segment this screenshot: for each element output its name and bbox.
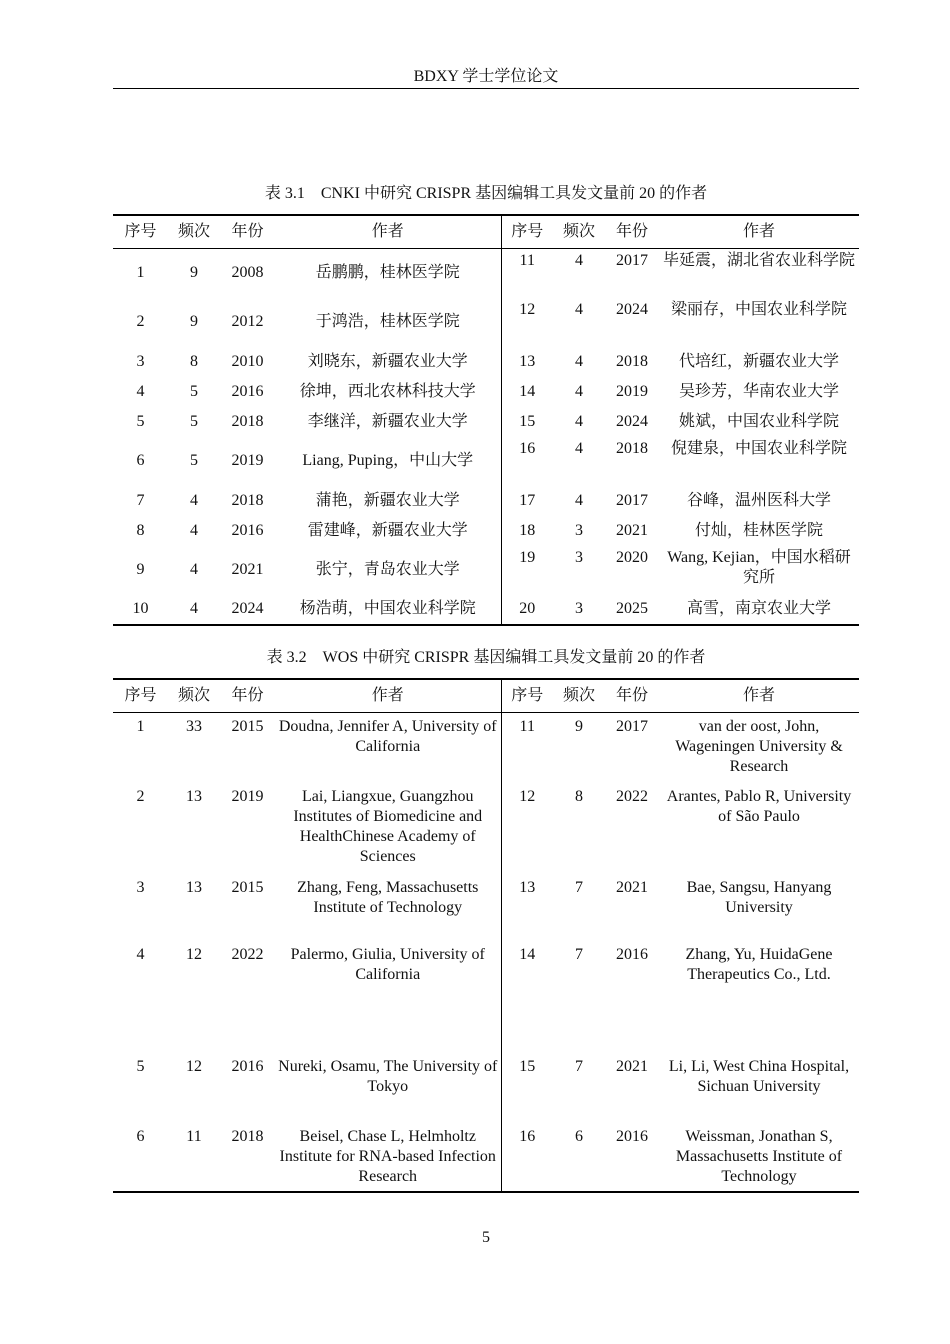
table-1-cell-index: 2 <box>136 313 145 330</box>
table-1-cell-index: 11 <box>519 252 535 269</box>
table-2-row <box>113 783 859 874</box>
table-2-header-cell: 频次 <box>168 679 220 713</box>
table-1-cell-frequency: 5 <box>190 452 198 469</box>
table-1-header-cell: 序号 <box>113 215 168 249</box>
table-1-cell-year: 2018 <box>231 491 264 509</box>
table-2-cell-index: 13 <box>519 878 536 896</box>
table-1-cell-frequency: 4 <box>190 600 198 617</box>
table-1-cell-author: 吴珍芳，华南农业大学 <box>678 382 839 400</box>
table-2-cell-frequency: 33 <box>186 718 202 735</box>
table-2-cell-frequency: 11 <box>186 1127 202 1145</box>
table-1-row <box>113 516 859 546</box>
table-2-cell-year: 2016 <box>616 945 648 963</box>
table-2-cell-frequency: 12 <box>186 1057 202 1075</box>
table-2-caption-title: WOS 中研究 CRISPR 基因编辑工具发文量前 20 的作者 <box>322 649 706 666</box>
table-2-cell-year: 2021 <box>616 1057 648 1075</box>
table-1-header-cell: 频次 <box>553 215 605 249</box>
table-1-cell-index: 15 <box>519 412 536 430</box>
table-2-cell-author: Lai, Liangxue, Guangzhou Institutes of Biomedicine and HealthChinese Academy of Sciences <box>275 783 501 874</box>
table-2-cell-index: 4 <box>136 945 145 963</box>
table-1-cell-author: Liang, Puping，中山大学 <box>275 437 501 486</box>
table-1-cell-year: 2021 <box>231 561 264 578</box>
table-1-cell-year: 2017 <box>616 252 648 269</box>
table-1-cell-index: 4 <box>136 382 145 400</box>
table-1-cell-author: 李继洋，新疆农业大学 <box>275 407 501 437</box>
table-2 <box>113 678 859 1193</box>
table-1-cell-frequency: 5 <box>190 382 198 400</box>
table-2-cell-year: 2015 <box>231 878 264 896</box>
table-1-row <box>113 347 859 377</box>
table-1-cell-frequency: 4 <box>575 252 583 269</box>
page-number: 5 <box>482 1229 490 1246</box>
table-1-header-cell: 序号 <box>501 215 553 249</box>
table-2-cell-year: 2021 <box>616 878 648 896</box>
table-2-header-row <box>113 679 859 713</box>
table-1-cell-author: 付灿，桂林医学院 <box>694 521 823 539</box>
table-2-cell-frequency: 6 <box>575 1127 583 1145</box>
table-1-header-row <box>113 215 859 249</box>
table-1-cell-author: 高雪，南京农业大学 <box>686 600 831 617</box>
table-1-cell-index: 20 <box>519 600 536 617</box>
table-1-cell-index: 12 <box>519 300 536 318</box>
table-1-cell-frequency: 9 <box>190 313 198 330</box>
table-1-cell-frequency: 4 <box>575 491 583 509</box>
table-1-cell-year: 2024 <box>616 300 648 318</box>
table-1-cell-frequency: 3 <box>575 600 583 617</box>
table-1-cell-frequency: 4 <box>575 412 583 430</box>
table-1-cell-year: 2019 <box>616 382 648 400</box>
table-2-cell-author: Nureki, Osamu, The University of Tokyo <box>275 1053 501 1123</box>
table-2-cell-year: 2018 <box>231 1127 264 1145</box>
table-1-cell-year: 2019 <box>231 452 264 469</box>
table-1-cell-frequency: 3 <box>575 548 583 566</box>
table-2-cell-frequency: 7 <box>575 878 583 896</box>
table-1-cell-year: 2018 <box>231 412 264 430</box>
table-2-cell-year: 2019 <box>231 787 264 805</box>
table-2-row <box>113 941 859 1053</box>
table-1-header-cell: 作者 <box>659 215 859 249</box>
table-2-row <box>113 1123 859 1192</box>
table-2-cell-author: Beisel, Chase L, Helmholtz Institute for RNA-based Infection Research <box>275 1123 501 1192</box>
table-2-cell-index: 2 <box>136 787 145 805</box>
table-2-header-cell: 序号 <box>113 679 168 713</box>
table-1-row <box>113 437 859 486</box>
table-1-cell-frequency: 3 <box>575 521 583 539</box>
table-1-cell-index: 18 <box>519 521 536 539</box>
table-1-cell-year: 2020 <box>616 548 648 566</box>
table-1-cell-year: 2018 <box>616 352 648 370</box>
table-1-cell-year: 2008 <box>231 264 264 282</box>
page-header: BDXY 学士学位论文 <box>413 68 559 85</box>
table-1-cell-index: 14 <box>519 382 536 400</box>
table-2-cell-frequency: 7 <box>575 945 583 963</box>
table-1-row <box>113 407 859 437</box>
table-1-cell-index: 9 <box>136 561 145 578</box>
table-2-header-cell: 作者 <box>275 679 501 713</box>
table-1-cell-index: 1 <box>136 264 145 282</box>
table-2-cell-frequency: 13 <box>186 878 202 896</box>
table-1-cell-author: 刘晓东，新疆农业大学 <box>275 347 501 377</box>
table-1-caption <box>113 183 859 205</box>
table-1-cell-year: 2016 <box>231 521 264 539</box>
table-1-header-cell: 年份 <box>605 215 659 249</box>
table-2-cell-index: 16 <box>519 1127 536 1145</box>
table-2-cell-year: 2016 <box>231 1057 264 1075</box>
table-2-header-cell: 频次 <box>553 679 605 713</box>
table-2-cell-index: 12 <box>519 787 536 805</box>
table-1-cell-author: 毕延震，湖北省农业科学院 <box>662 252 855 269</box>
table-2-cell-author: Weissman, Jonathan S, Massachusetts Institute of Technology <box>675 1127 843 1185</box>
table-2-row <box>113 1053 859 1123</box>
table-1-cell-index: 19 <box>519 548 536 566</box>
table-1-cell-frequency: 4 <box>575 300 583 318</box>
table-1-cell-index: 6 <box>136 452 145 469</box>
table-1-cell-author: Wang, Kejian，中国水稻研究所 <box>667 548 851 586</box>
table-1-cell-index: 13 <box>519 352 536 370</box>
table-1-cell-frequency: 4 <box>575 352 583 370</box>
table-1-cell-index: 3 <box>136 352 145 370</box>
table-1-cell-frequency: 8 <box>190 352 198 370</box>
table-1-caption-prefix: 表 3.1 <box>264 185 305 202</box>
header-rule <box>113 88 859 89</box>
table-1-row <box>113 249 859 298</box>
table-2-cell-index: 15 <box>519 1057 536 1075</box>
table-1-cell-index: 16 <box>519 439 536 457</box>
table-1-row <box>113 298 859 347</box>
table-1-cell-frequency: 9 <box>190 264 198 282</box>
table-2-cell-index: 3 <box>136 878 145 896</box>
table-2-cell-year: 2016 <box>616 1127 648 1145</box>
table-1-cell-year: 2024 <box>616 412 648 430</box>
table-1-cell-frequency: 5 <box>190 412 198 430</box>
table-2-cell-author: van der oost, John, Wageningen University & Research <box>675 718 843 775</box>
table-1-row <box>113 486 859 516</box>
table-1-cell-year: 2018 <box>616 439 648 457</box>
table-1-cell-year: 2012 <box>231 313 264 330</box>
table-1-cell-year: 2025 <box>616 600 648 617</box>
table-2-cell-author: Arantes, Pablo R, University of São Paulo <box>666 787 852 825</box>
table-2-cell-frequency: 12 <box>186 945 202 963</box>
table-1-cell-year: 2024 <box>231 600 264 617</box>
table-1-cell-year: 2021 <box>616 521 648 539</box>
table-1-cell-author: 徐坤，西北农林科技大学 <box>275 377 501 407</box>
table-2-header-cell: 年份 <box>605 679 659 713</box>
table-1-cell-index: 10 <box>132 600 149 617</box>
table-2-cell-author: Zhang, Feng, Massachusetts Institute of Technology <box>275 874 501 941</box>
table-1-cell-frequency: 4 <box>190 521 198 539</box>
table-1-cell-index: 5 <box>136 412 145 430</box>
table-2-cell-index: 14 <box>519 945 536 963</box>
table-2-cell-year: 2022 <box>616 787 648 805</box>
table-2-cell-author: Doudna, Jennifer A, University of California <box>275 713 501 783</box>
table-2-header-cell: 作者 <box>659 679 859 713</box>
table-1-cell-author: 姚斌，中国农业科学院 <box>678 412 839 430</box>
table-1-cell-frequency: 4 <box>190 491 198 509</box>
table-1-caption-title: CNKI 中研究 CRISPR 基因编辑工具发文量前 20 的作者 <box>320 185 708 202</box>
table-1-header-cell: 作者 <box>275 215 501 249</box>
table-2-row <box>113 874 859 941</box>
table-1-cell-index: 8 <box>136 521 145 539</box>
table-1-cell-author: 岳鹏鹏，桂林医学院 <box>275 249 501 298</box>
table-2-header-cell: 序号 <box>501 679 553 713</box>
table-1-cell-index: 17 <box>519 491 536 509</box>
table-2-cell-frequency: 8 <box>575 787 583 805</box>
table-1-cell-year: 2017 <box>616 491 648 509</box>
table-1-cell-author: 蒲艳，新疆农业大学 <box>275 486 501 516</box>
table-1-cell-author: 杨浩萌，中国农业科学院 <box>275 595 501 625</box>
table-1-cell-frequency: 4 <box>575 382 583 400</box>
table-2-cell-year: 2022 <box>231 945 264 963</box>
table-2-caption-prefix: 表 3.2 <box>266 649 307 666</box>
table-2-cell-year: 2015 <box>231 718 264 735</box>
table-1-row <box>113 546 859 595</box>
table-2-caption <box>113 647 859 669</box>
table-1-cell-author: 梁丽存，中国农业科学院 <box>670 300 847 318</box>
table-1 <box>113 214 859 626</box>
table-2-cell-author: Li, Li, West China Hospital, Sichuan University <box>668 1057 850 1095</box>
table-1-row <box>113 377 859 407</box>
table-2-cell-index: 5 <box>136 1057 145 1075</box>
table-2-cell-frequency: 7 <box>575 1057 583 1075</box>
table-1-header-cell: 年份 <box>220 215 275 249</box>
table-2-cell-author: Bae, Sangsu, Hanyang University <box>686 878 832 916</box>
table-1-header-cell: 频次 <box>168 215 220 249</box>
table-2-cell-index: 11 <box>519 718 535 735</box>
table-2-cell-author: Zhang, Yu, HuidaGene Therapeutics Co., Ltd. <box>685 945 833 983</box>
table-2-cell-year: 2017 <box>616 718 648 735</box>
table-1-cell-author: 张宁，青岛农业大学 <box>275 546 501 595</box>
table-1-cell-frequency: 4 <box>575 439 583 457</box>
table-1-cell-author: 代培红，新疆农业大学 <box>678 352 839 370</box>
table-2-header-cell: 年份 <box>220 679 275 713</box>
table-2-cell-author: Palermo, Giulia, University of California <box>275 941 501 1053</box>
table-2-cell-index: 6 <box>136 1127 145 1145</box>
table-1-cell-author: 于鸿浩，桂林医学院 <box>275 298 501 347</box>
table-2-cell-frequency: 9 <box>575 718 583 735</box>
table-1-cell-author: 谷峰，温州医科大学 <box>686 491 831 509</box>
table-1-cell-year: 2010 <box>231 352 264 370</box>
table-1-cell-index: 7 <box>136 491 145 509</box>
table-1-row <box>113 595 859 625</box>
table-1-cell-author: 雷建峰，新疆农业大学 <box>275 516 501 546</box>
table-2-cell-index: 1 <box>136 718 145 735</box>
table-1-cell-year: 2016 <box>231 382 264 400</box>
table-2-cell-frequency: 13 <box>186 787 202 805</box>
table-1-cell-author: 倪建泉，中国农业科学院 <box>670 439 847 457</box>
table-2-row <box>113 713 859 783</box>
table-1-cell-frequency: 4 <box>190 561 198 578</box>
